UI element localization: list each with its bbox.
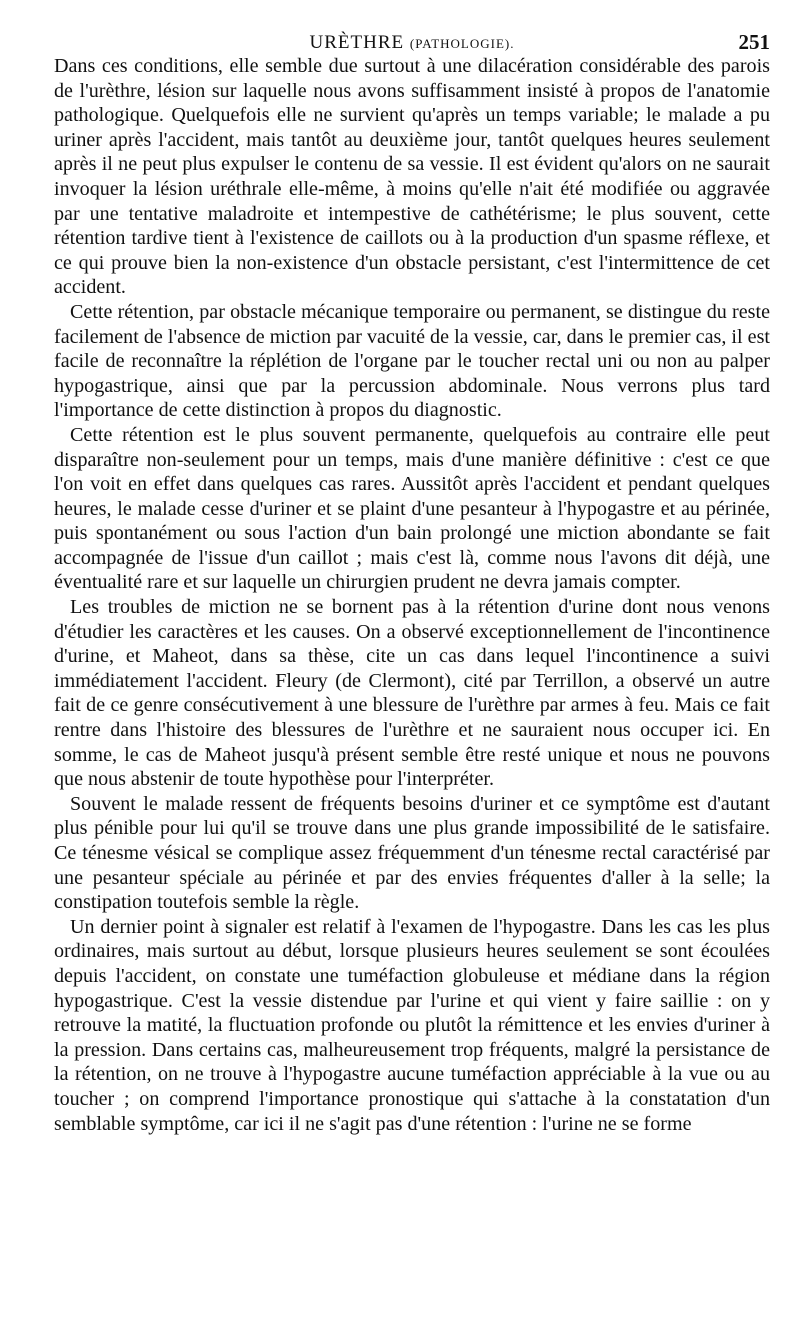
running-title-main: URÈTHRE <box>309 32 405 53</box>
body-text <box>54 54 770 1136</box>
paragraph-2: Cette rétention, par obstacle mécanique temporaire ou permanent, se distingue du reste facilement de l'absence de miction par vacuité de la vessie, car, dans le premier cas, il est facile de reconnaître la réplétion de l'organe par le toucher rectal uni ou non au palper hypogastrique, ainsi que par la percussion abdominale. Nous verrons plus tard l'importance de cette distinction à propos du diagnostic. <box>54 300 770 422</box>
paragraph-4: Les troubles de miction ne se bornent pas à la rétention d'urine dont nous venons d'étudier les caractères et les causes. On a observé exceptionnellement de l'incontinence d'urine, et Maheot, dans sa thèse, cite un cas dans lequel l'incontinence a suivi immédiatement l'accident. Fleury (de Clermont), cité par Terrillon, a observé un autre fait de ce genre consécutivement à une blessure de l'urèthre par armes à feu. Mais ce fait rentre dans l'histoire des blessures de l'urèthre et ne sauraient nous occuper ici. En somme, le cas de Maheot jusqu'à présent semble être resté unique et nous ne pouvons que nous abstenir de toute hypothèse pour l'interpréter. <box>54 596 770 791</box>
paragraph-3: Cette rétention est le plus souvent permanente, quelquefois au contraire elle peut disparaître non-seulement pour un temps, mais d'une manière définitive : c'est ce que l'on voit en effet dans quelques cas rares. Aussitôt après l'accident et pendant quelques heures, le malade cesse d'uriner et se plaint d'une pesanteur à l'hypogastre et au périnée, puis spontanément ou sous l'action d'un bain prolongé une miction abondante se fait accompagnée de l'issue d'un caillot ; mais c'est là, comme nous l'avons dit déjà, une éventualité rare et sur laquelle un chirurgien prudent ne devra jamais compter. <box>54 423 770 594</box>
paragraph-6: Un dernier point à signaler est relatif à l'examen de l'hypogastre. Dans les cas les plus ordinaires, mais surtout au début, lorsque plusieurs heures seulement se sont écoulées depuis l'accident, on constate une tuméfaction globuleuse et médiane dans la région hypogastrique. C'est la vessie distendue par l'urine et qui vient y faire saillie : on y retrouve la matité, la fluctuation profonde ou plutôt la rémittence et les envies d'uriner à la pression. Dans certains cas, malheureusement trop fréquents, malgré la persistance de la rétention, on ne trouve à l'hypogastre aucune tuméfaction appréciable à la vue ou au toucher ; on comprend l'importance pronostique qui s'attache à la constatation d'un semblable symptôme, car ici il ne s'agit pas d'une rétention : l'urine ne se forme <box>54 915 770 1135</box>
running-head <box>54 20 770 54</box>
running-title <box>54 32 770 54</box>
paragraph-5: Souvent le malade ressent de fréquents besoins d'uriner et ce symptôme est d'autant plus pénible pour lui qu'il se trouve dans une plus grande impossibilité de le satisfaire. Ce ténesme vésical se complique assez fréquemment d'un ténesme rectal caractérisé par une pesanteur spéciale au périnée et par des envies fréquentes d'aller à la selle; la constipation toutefois semble la règle. <box>54 792 770 914</box>
paragraph-1: Dans ces conditions, elle semble due surtout à une dilacération considérable des parois de l'urèthre, lésion sur laquelle nous avons suffisamment insisté à propos de l'anatomie pathologique. Quelquefois elle ne survient qu'après un temps variable; le malade a pu uriner après l'accident, mais tantôt au deuxième jour, tantôt quelques heures seulement après il ne peut plus expulser le contenu de sa vessie. Il est évident qu'alors on ne saurait invoquer la lésion uréthrale elle-même, à moins qu'elle n'ait été modifiée ou aggravée par une tentative maladroite et intempestive de cathétérisme; le plus souvent, cette rétention tardive tient à l'existence de caillots ou à la production d'un spasme réflexe, et ce qui prouve bien la non-existence d'un obstacle persistant, c'est l'intermittence de cet accident. <box>54 55 770 299</box>
page-number: 251 <box>738 30 770 54</box>
running-title-sub: (PATHOLOGIE). <box>409 36 515 51</box>
